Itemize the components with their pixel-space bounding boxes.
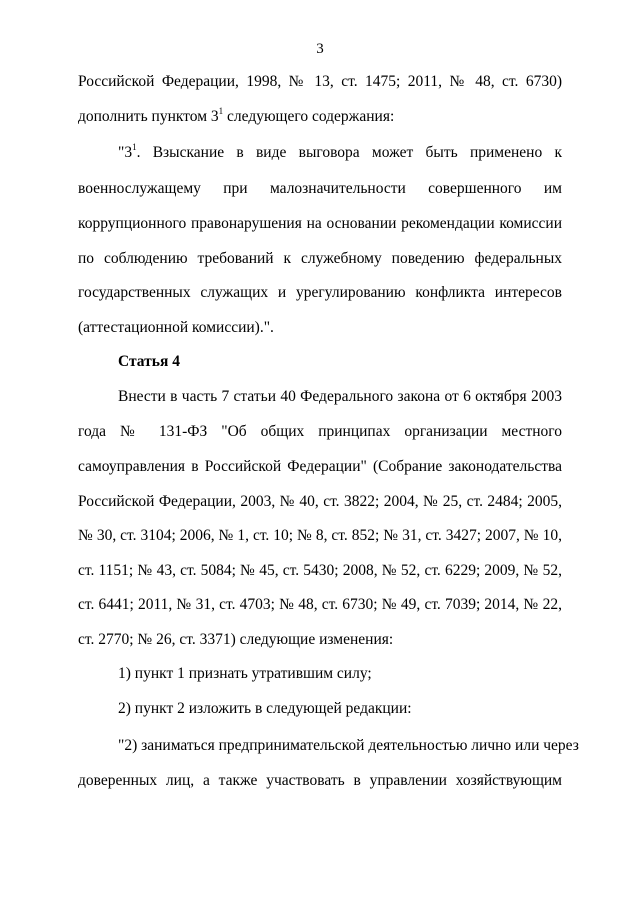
text-fragment: следующего содержания: — [223, 108, 395, 125]
text-fragment: . Взыскание в виде выговора может быть применено к — [136, 144, 562, 161]
list-item: 2) пункт 2 изложить в следующей редакции: — [118, 700, 412, 717]
text-fragment: дополнить пунктом 3 — [78, 108, 219, 125]
text-line: года № 131-ФЗ "Об общих принципах организации местного — [78, 423, 562, 440]
text-line: военнослужащему при малозначительности совершенного им — [78, 180, 562, 197]
text-line: государственных служащих и урегулированию конфликта интересов — [78, 284, 562, 301]
text-line: самоуправления в Российской Федерации" (Собрание законодательства — [78, 458, 562, 475]
list-item: 1) пункт 1 признать утратившим силу; — [118, 665, 372, 682]
text-line: № 30, ст. 3104; 2006, № 1, ст. 10; № 8, ст. 852; № 31, ст. 3427; 2007, № 10, — [78, 527, 562, 544]
article-heading: Статья 4 — [118, 353, 180, 370]
superscript: 1 — [218, 105, 224, 116]
text-line: Внести в часть 7 статьи 40 Федерального закона от 6 октября 2003 — [118, 388, 562, 405]
text-line — [118, 141, 562, 162]
text-line: по соблюдению требований к служебному поведению федеральных — [78, 250, 562, 267]
text-line: Российской Федерации, 1998, № 13, ст. 1475; 2011, № 48, ст. 6730) — [78, 73, 562, 90]
text-line: ст. 2770; № 26, ст. 3371) следующие изменения: — [78, 631, 394, 648]
text-line: (аттестационной комиссии).". — [78, 319, 274, 336]
text-line — [78, 105, 562, 126]
text-line: коррупционного правонарушения на основании рекомендации комиссии — [78, 215, 562, 232]
page-number: 3 — [316, 41, 324, 57]
text-fragment: "3 — [118, 144, 133, 161]
text-line: ст. 1151; № 43, ст. 5084; № 45, ст. 5430; 2008, № 52, ст. 6229; 2009, № 52, — [78, 562, 562, 579]
text-line: доверенных лиц, а также участвовать в управлении хозяйствующим — [78, 772, 562, 789]
text-line: Российской Федерации, 2003, № 40, ст. 3822; 2004, № 25, ст. 2484; 2005, — [78, 493, 562, 510]
text-line: ст. 6441; 2011, № 31, ст. 4703; № 48, ст. 6730; № 49, ст. 7039; 2014, № 22, — [78, 596, 562, 613]
superscript: 1 — [132, 141, 137, 152]
text-line: "2) заниматься предпринимательской деятельностью лично или через — [118, 737, 579, 754]
